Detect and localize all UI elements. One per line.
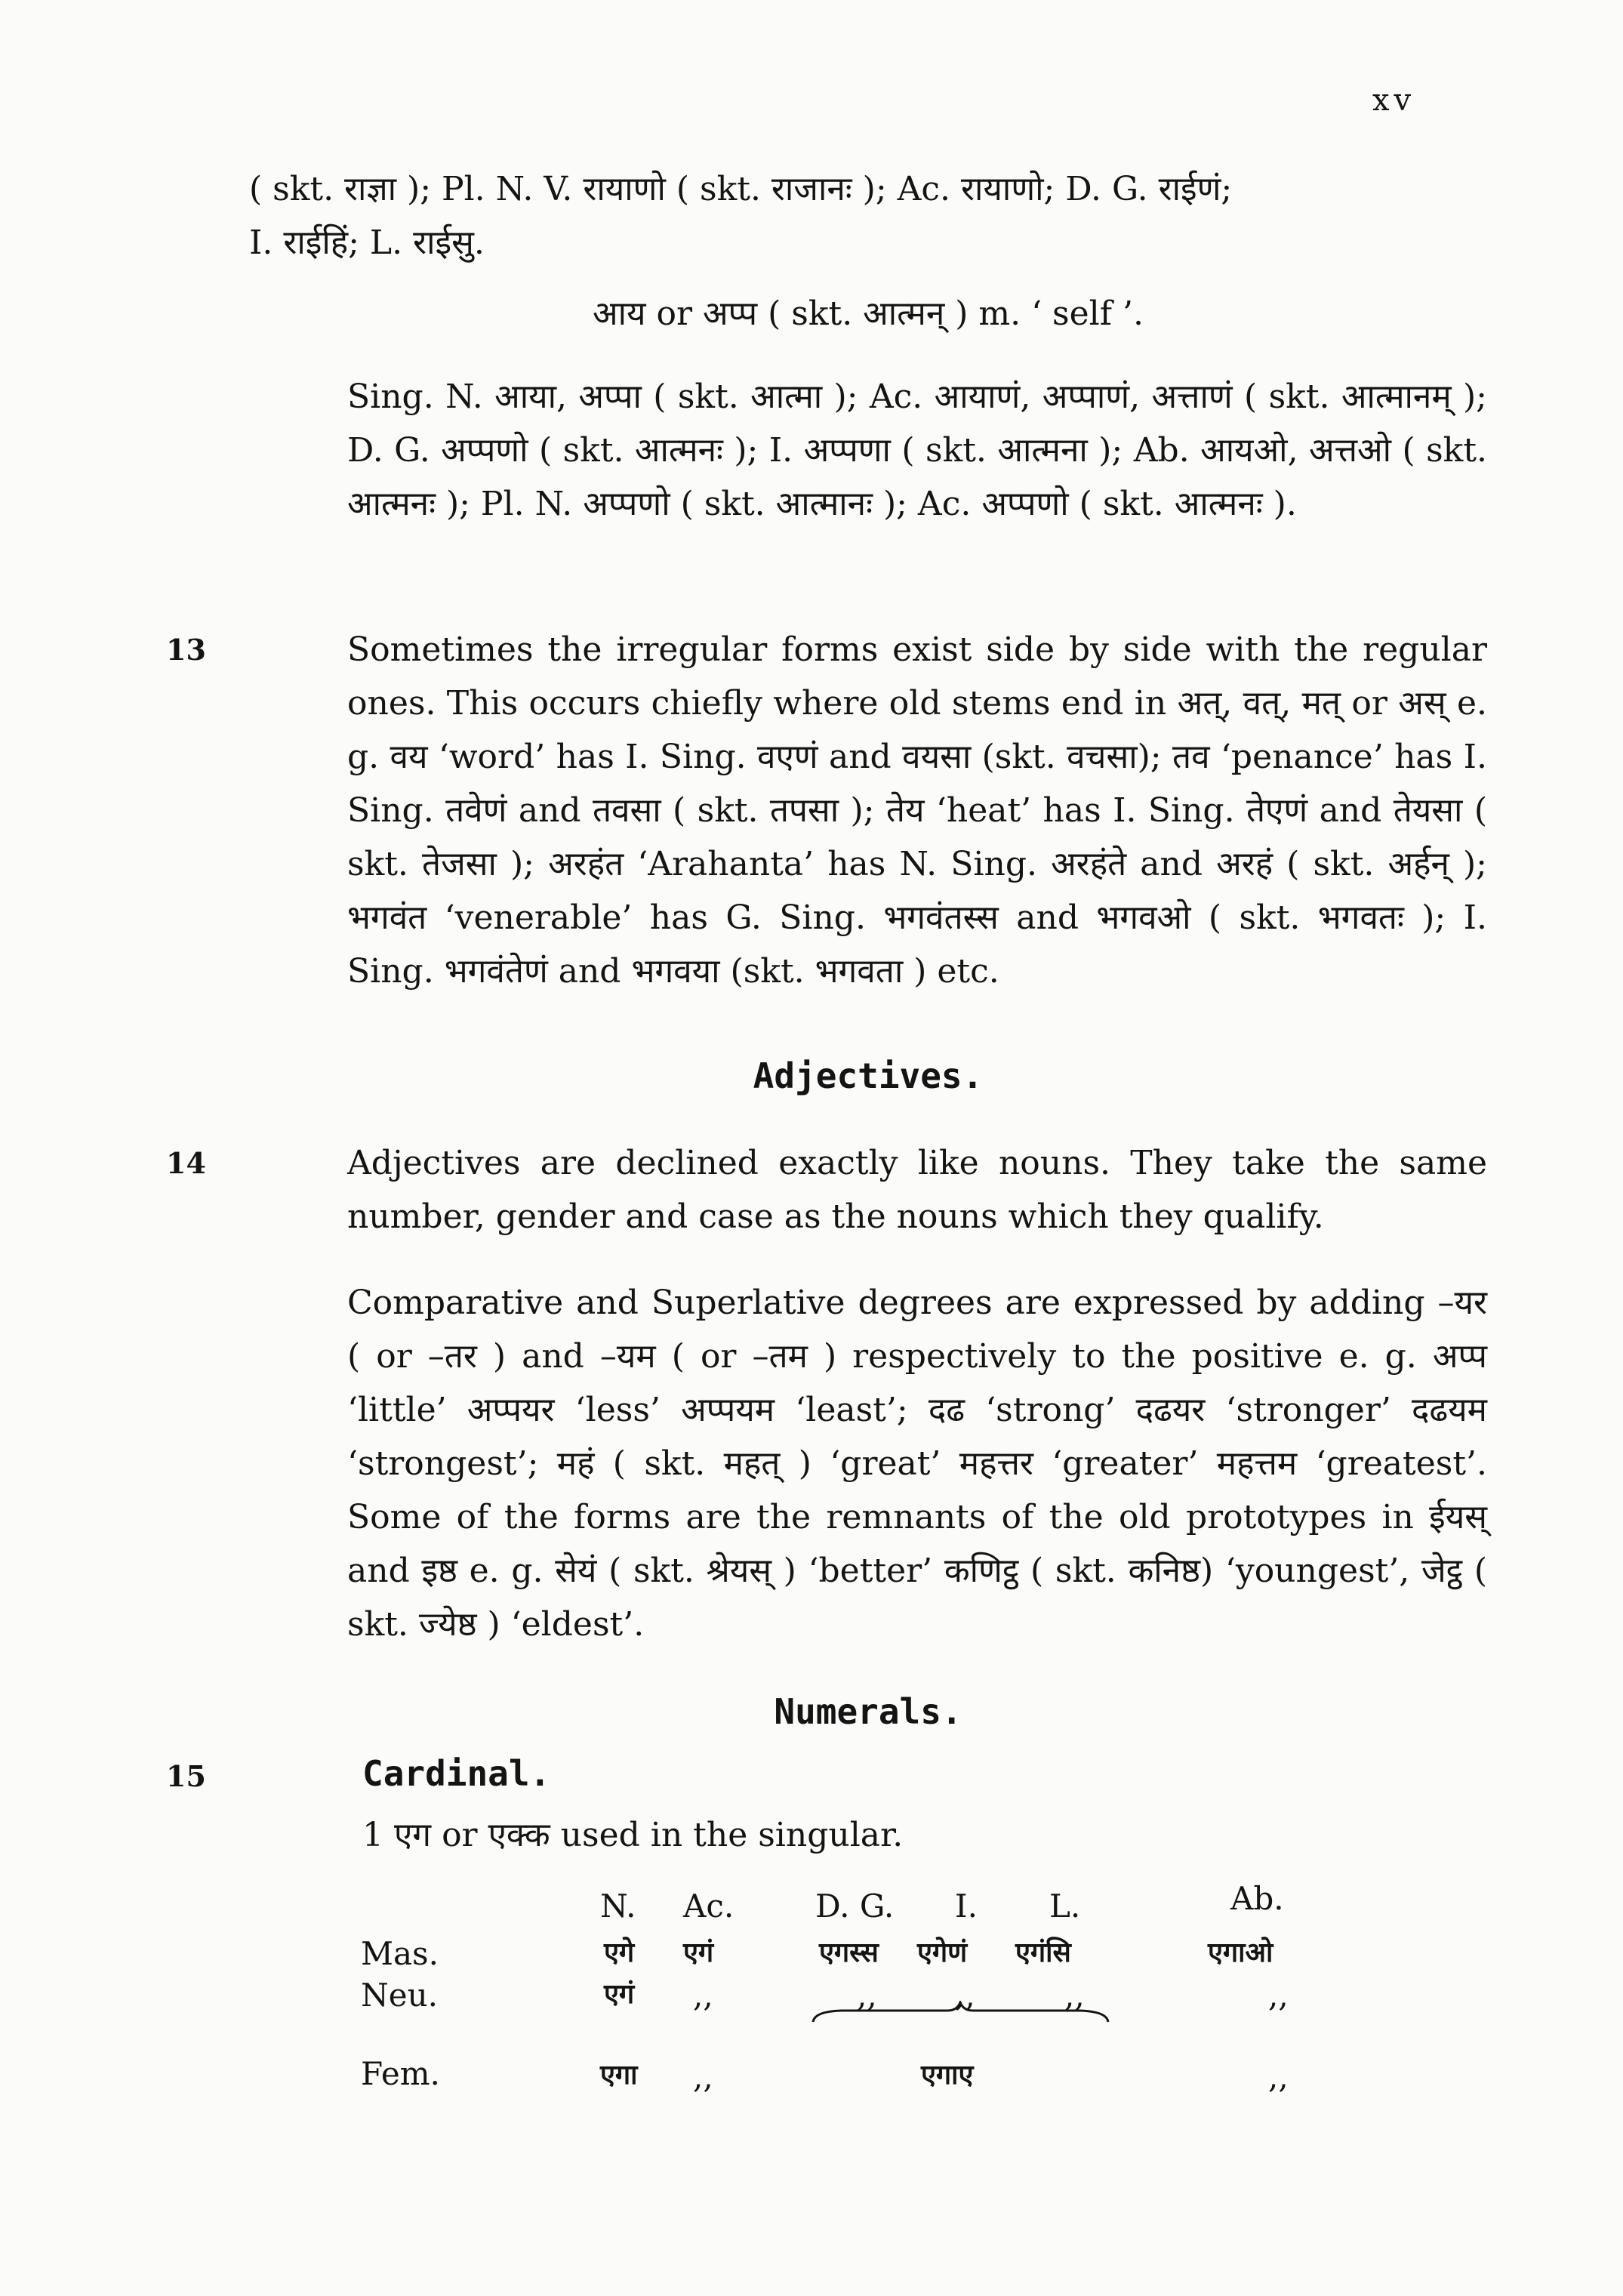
section-number-13: 13 [166,633,206,667]
section-13-paragraph [249,623,1487,998]
table-header-ac: Ac. [683,1888,735,1925]
row-label-mas: Mas. [361,1935,439,1972]
table-header-ab: Ab. [1230,1880,1284,1917]
section-13-text: Sometimes the irregular forms exist side by side with the regular ones. This occurs chiefly where old stems end in अत्, वत्, मत् or अस् e. g. वय ‘word’ has I. Sing. वएणं and वयसा (skt. वचसा); तव ‘penance’ has I. Sing. तवेणं and तवसा ( skt. तपसा ); तेय ‘heat’ has I. Sing. तेएणं and तेयसा ( skt. तेजसा ); अरहंत ‘Arahanta’ has N. Sing. अरहंते and अरहं ( skt. अर्हन् ); भगवंत ‘venerable’ has G. Sing. भगवंतस्स and भगवओ ( skt. भगवतः ); I. Sing. भगवंतेणं and भगवया (skt. भगवता ) etc. [347,630,1487,991]
table-cell: एगंसि [1015,1937,1071,1968]
table-cell: ,, [1268,2058,1289,2095]
table-header-dg: D. G. [815,1888,895,1925]
table-cell: एगं [604,1978,635,2010]
table-cell: एगं [683,1937,714,1968]
comparative-text: Comparative and Superlative degrees are expressed by adding –यर ( or –तर ) and –यम ( or –तम ) respectively to the positive e. g. अप्प ‘little’ अप्पयर ‘less’ अप्पयम ‘least’; दढ ‘strong’ दढयर ‘stronger’ दढयम ‘strongest’; महं ( skt. महत् ) ‘great’ महत्तर ‘greater’ महत्तम ‘greatest’. Some of the forms are the remnants of the old prototypes in ईयस् and इष्ठ e. g. सेयं ( skt. श्रेयस् ) ‘better’ कणिट्ठ ( skt. कनिष्ठ) ‘youngest’, जेट्ठ ( skt. ज्येष्ठ ) ‘eldest’. [347,1284,1487,1644]
adjectives-heading: Adjectives. [753,1056,984,1096]
table-cell: एगा [600,2059,638,2091]
table-cell: एगाओ [1208,1937,1273,1968]
cardinal-line: 1 एग or एक्क used in the singular. [362,1816,904,1854]
section-number-14: 14 [166,1146,206,1180]
row-label-fem: Fem. [361,2055,440,2092]
page-number: xv [1372,83,1416,118]
table-cell: एगस्स [819,1937,879,1968]
atma-paragraph [249,370,1487,531]
cardinal-heading: Cardinal. [362,1753,551,1794]
numerals-heading: Numerals. [774,1691,962,1732]
intro-line-1: ( skt. राज्ञा ); Pl. N. V. रायाणो ( skt. राजानः ); Ac. रायाणो; D. G. राईणं; [249,170,1233,208]
table-header-l: L. [1049,1888,1081,1925]
comparative-paragraph [249,1276,1487,1651]
table-cell: ,, [693,2058,713,2095]
intro-line-2: I. राईहिं; L. राईसु. [249,223,485,262]
table-cell: एगेणं [917,1937,968,1968]
table-cell: ,, [857,1977,877,2014]
section-14-paragraph [249,1136,1487,1244]
row-label-neu: Neu. [361,1977,439,2014]
table-header-n: N. [600,1888,636,1925]
table-cell: ,, [1268,1977,1289,2014]
table-cell: ,, [955,1977,975,2014]
table-cell: एगे [604,1937,635,1968]
table-cell: ,, [1064,1977,1085,2014]
grouping-brace [812,2001,1110,2031]
table-cell: एगाए [921,2059,974,2091]
atma-paragraph-text: Sing. N. आया, अप्पा ( skt. आत्मा ); Ac. आयाणं, अप्पाणं, अत्ताणं ( skt. आत्मानम् ); D. G. अप्पणो ( skt. आत्मनः ); I. अप्पणा ( skt. आत्मना ); Ab. आयओ, अत्तओ ( skt. आत्मनः ); Pl. N. अप्पणो ( skt. आत्मानः ); Ac. अप्पणो ( skt. आत्मनः ). [347,378,1487,523]
intro-paragraph [249,162,1487,270]
atma-heading: आय or अप्प ( skt. आत्मन् ) m. ‘ self ’. [593,294,1144,333]
table-header-i: I. [955,1888,978,1925]
section-14-text: Adjectives are declined exactly like nouns. They take the same number, gender and case as the nouns which they qualify. [347,1144,1487,1236]
table-cell: ,, [693,1977,713,2014]
section-number-15: 15 [166,1759,206,1793]
